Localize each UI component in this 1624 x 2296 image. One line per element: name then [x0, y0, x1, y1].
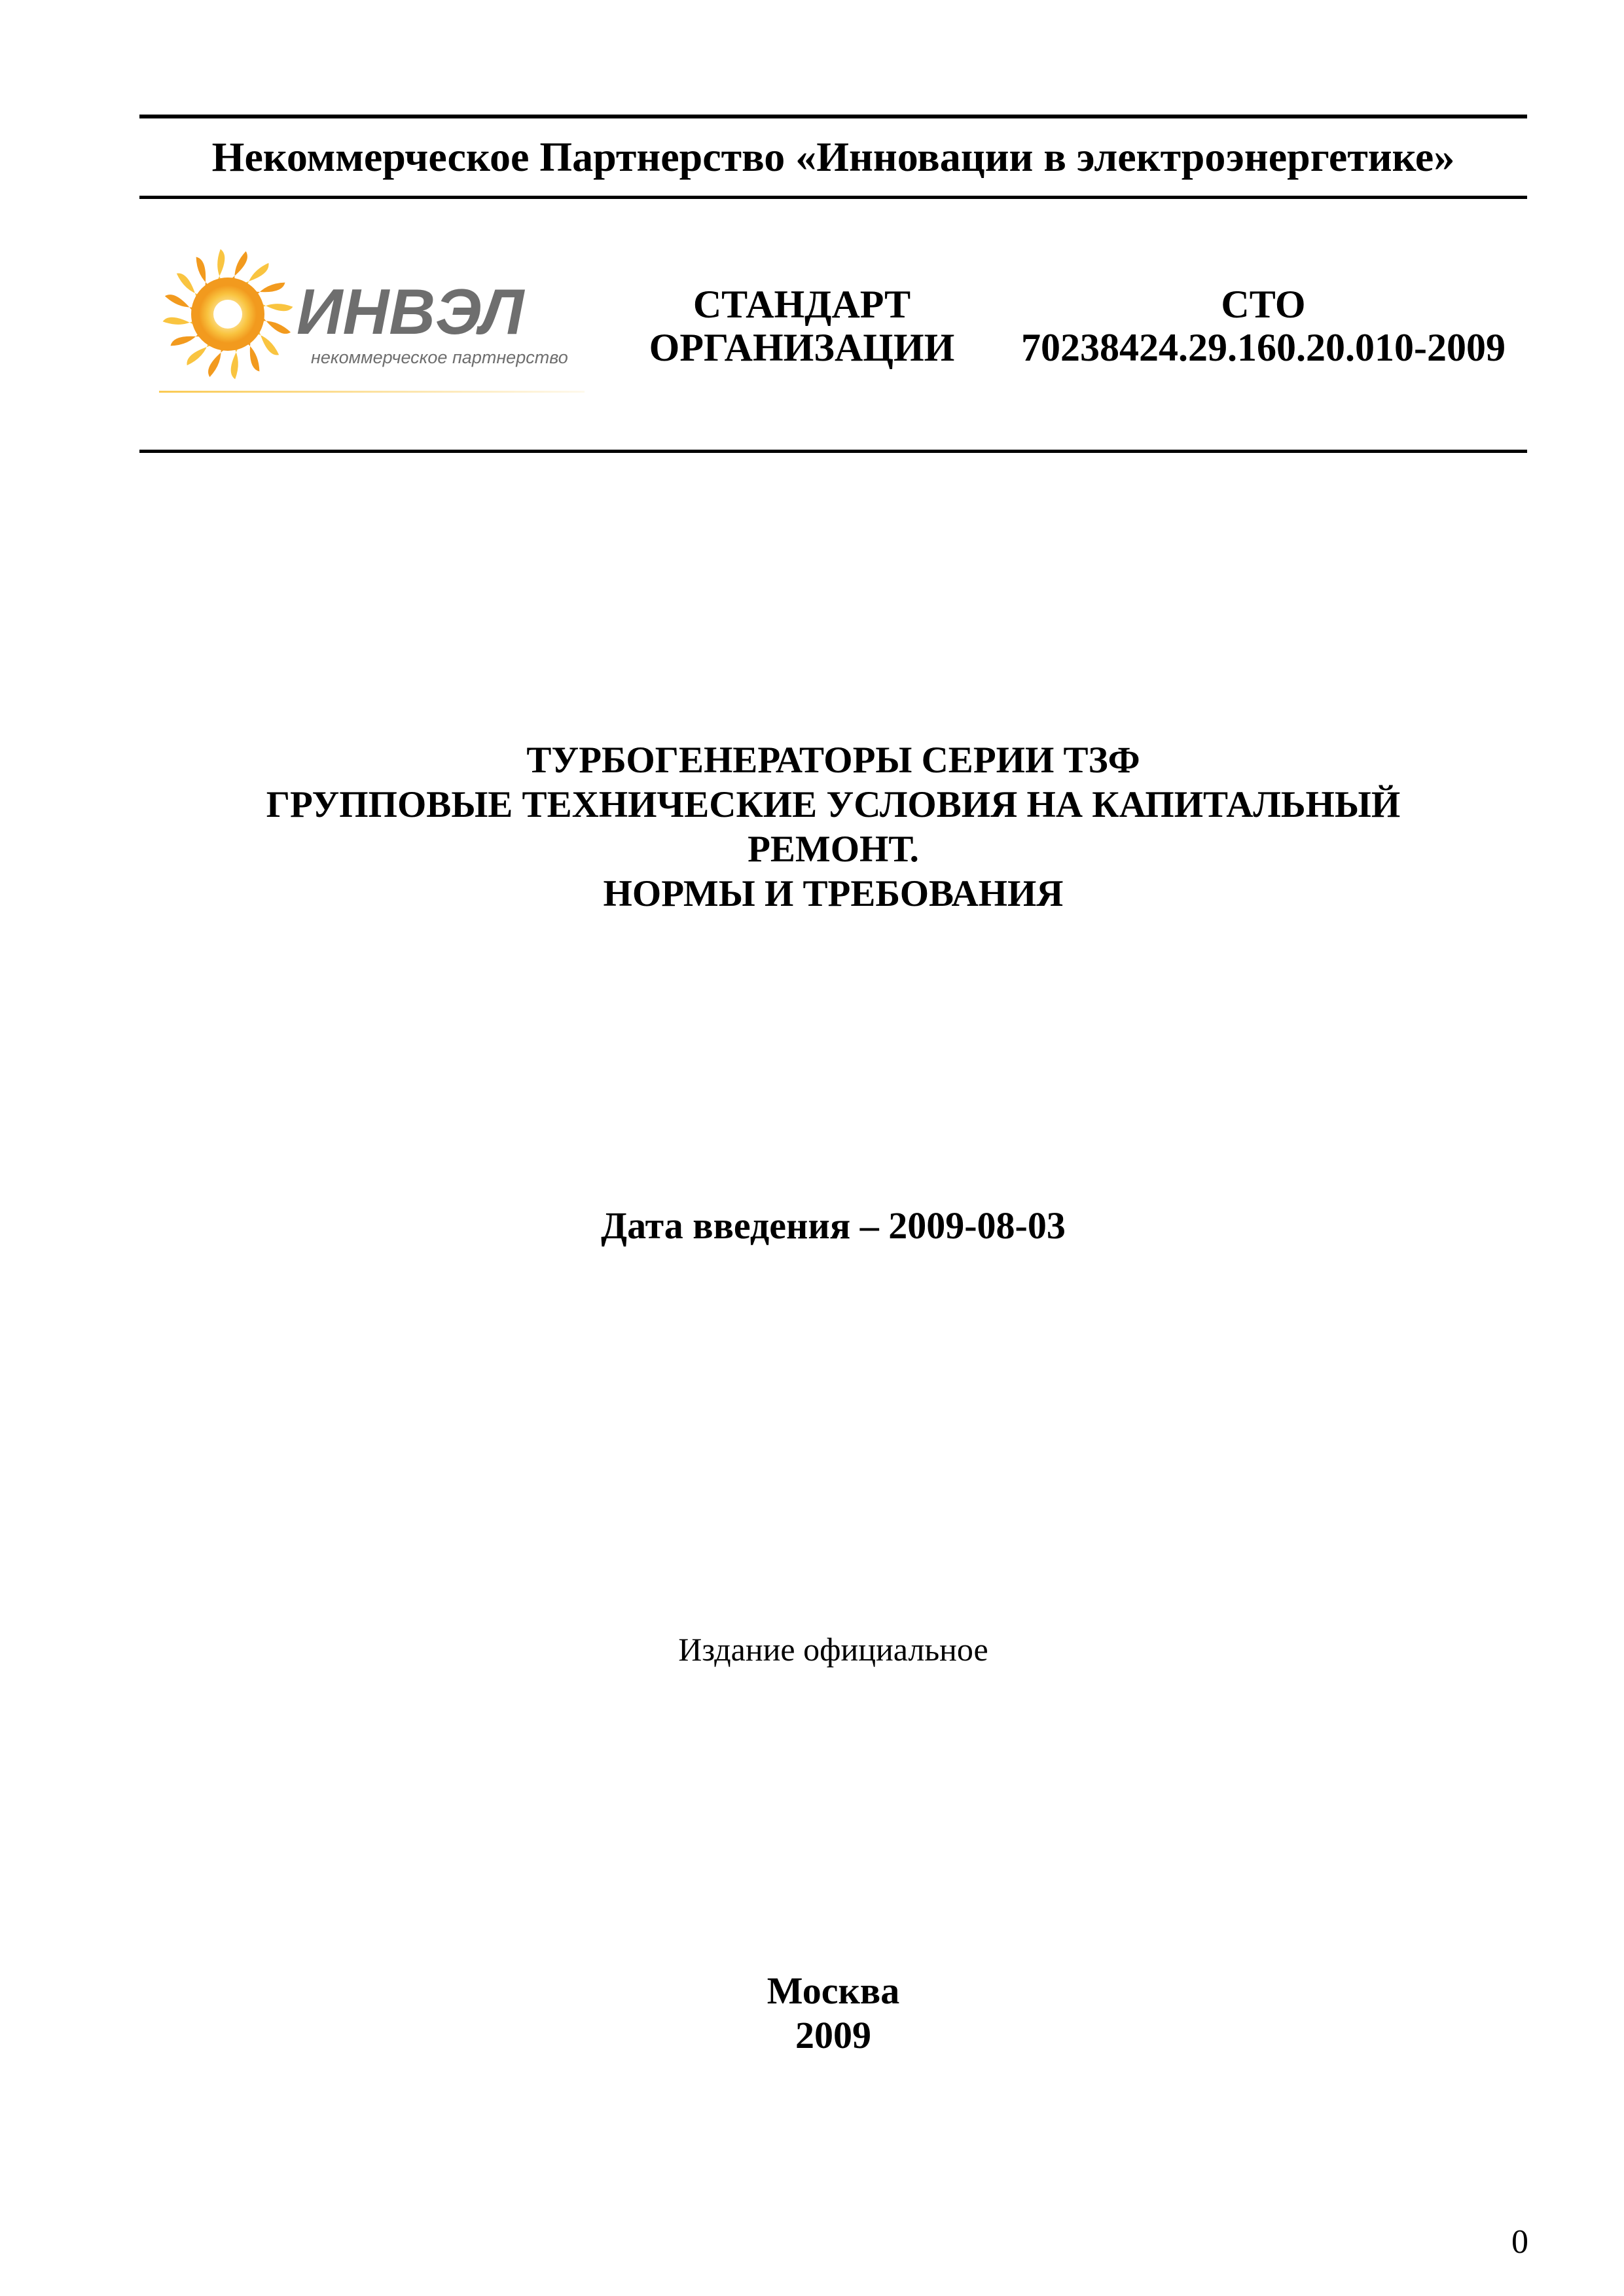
- title-line: РЕМОНТ.: [748, 829, 919, 870]
- publication-year: 2009: [795, 2014, 871, 2056]
- header-bottom-rule: [139, 450, 1527, 453]
- top-rule: [139, 115, 1527, 118]
- page-number: 0: [1511, 2223, 1528, 2261]
- standard-type-line: СТАНДАРТ: [693, 283, 911, 326]
- organization-name: Некоммерческое Партнерство «Инновации в электроэнергетике»: [211, 134, 1455, 180]
- logo-tagline-text: некоммерческое партнерство: [311, 348, 568, 367]
- publication-place-year: [139, 1969, 1527, 2058]
- publication-city: Москва: [767, 1969, 900, 2012]
- standard-type: [628, 283, 975, 369]
- sun-ray-icon: [260, 314, 291, 334]
- title-line: ГРУППОВЫЕ ТЕХНИЧЕСКИЕ УСЛОВИЯ НА КАПИТАЛЬНЫЙ: [266, 784, 1401, 825]
- sun-ray-icon: [165, 295, 196, 314]
- introduction-date: Дата введения – 2009-08-03: [601, 1204, 1066, 1247]
- sun-logo-icon: [159, 245, 598, 403]
- standard-type-line: ОРГАНИЗАЦИИ: [649, 326, 955, 369]
- edition-note: Издание официальное: [678, 1631, 988, 1668]
- sun-ray-icon: [228, 251, 247, 282]
- standard-number-line: 70238424.29.160.20.010-2009: [1021, 326, 1506, 369]
- title-line: НОРМЫ И ТРЕБОВАНИЯ: [603, 873, 1064, 914]
- sun-ray-icon: [208, 346, 228, 377]
- document-title: [139, 738, 1527, 916]
- logo-brand-text: ИНВЭЛ: [297, 276, 524, 348]
- standard-number: [1001, 283, 1525, 369]
- header-rule: [139, 196, 1527, 199]
- standard-number-line: СТО: [1221, 283, 1306, 326]
- title-line: ТУРБОГЕНЕРАТОРЫ СЕРИИ ТЗФ: [526, 740, 1140, 781]
- invel-logo: [159, 245, 598, 403]
